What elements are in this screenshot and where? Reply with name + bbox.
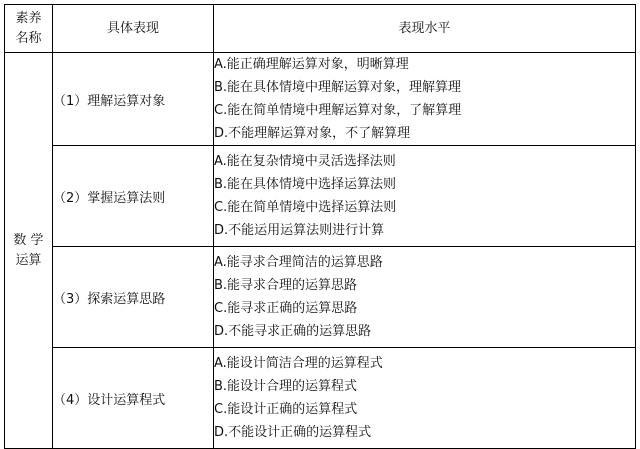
literacy-rubric-table [4,4,636,449]
level-item: C.能在简单情境中理解运算对象，了解算理 [214,103,462,118]
table-header-row [5,5,636,53]
level-item: A.能设计简洁合理的运算程式 [214,356,383,371]
performance-cell: （2）掌握运算法则 [53,146,214,247]
level-item: A.能在复杂情境中灵活选择法则 [214,154,396,169]
level-item: D.不能理解运算对象，不了解算理 [214,126,411,141]
literacy-name-line1: 数 学 [13,232,44,248]
levels-cell [214,247,636,348]
performance-cell: （3）探索运算思路 [53,247,214,348]
level-item: C.能寻求正确的运算思路 [214,301,358,316]
table-row [5,53,636,146]
level-item: D.不能运用运算法则进行计算 [214,223,385,238]
levels-cell [214,146,636,247]
header-literacy-name-line1: 素养 [15,10,42,26]
level-item: D.不能设计正确的运算程式 [214,425,372,440]
literacy-name-cell [5,53,53,449]
level-item: B.能寻求合理的运算思路 [214,278,358,293]
levels-cell [214,53,636,146]
levels-cell [214,348,636,449]
level-item: C.能设计正确的运算程式 [214,402,358,417]
header-literacy-name-line2: 名称 [15,30,42,46]
level-item: C.能在简单情境中选择运算法则 [214,200,397,215]
level-item: B.能在具体情境中理解运算对象，理解算理 [214,80,462,95]
level-item: A.能正确理解运算对象，明晰算理 [214,57,409,72]
performance-cell: （1）理解运算对象 [53,53,214,146]
level-item: B.能在具体情境中选择运算法则 [214,177,397,192]
table-row [5,247,636,348]
literacy-name-line2: 运算 [15,252,42,268]
header-performance-level: 表现水平 [214,5,636,53]
table-row [5,146,636,247]
level-item: B.能设计合理的运算程式 [214,379,358,394]
header-literacy-name [5,5,53,53]
header-specific-performance: 具体表现 [53,5,214,53]
level-item: A.能寻求合理简洁的运算思路 [214,255,383,270]
performance-cell: （4）设计运算程式 [53,348,214,449]
level-item: D.不能寻求正确的运算思路 [214,324,372,339]
table-row [5,348,636,449]
